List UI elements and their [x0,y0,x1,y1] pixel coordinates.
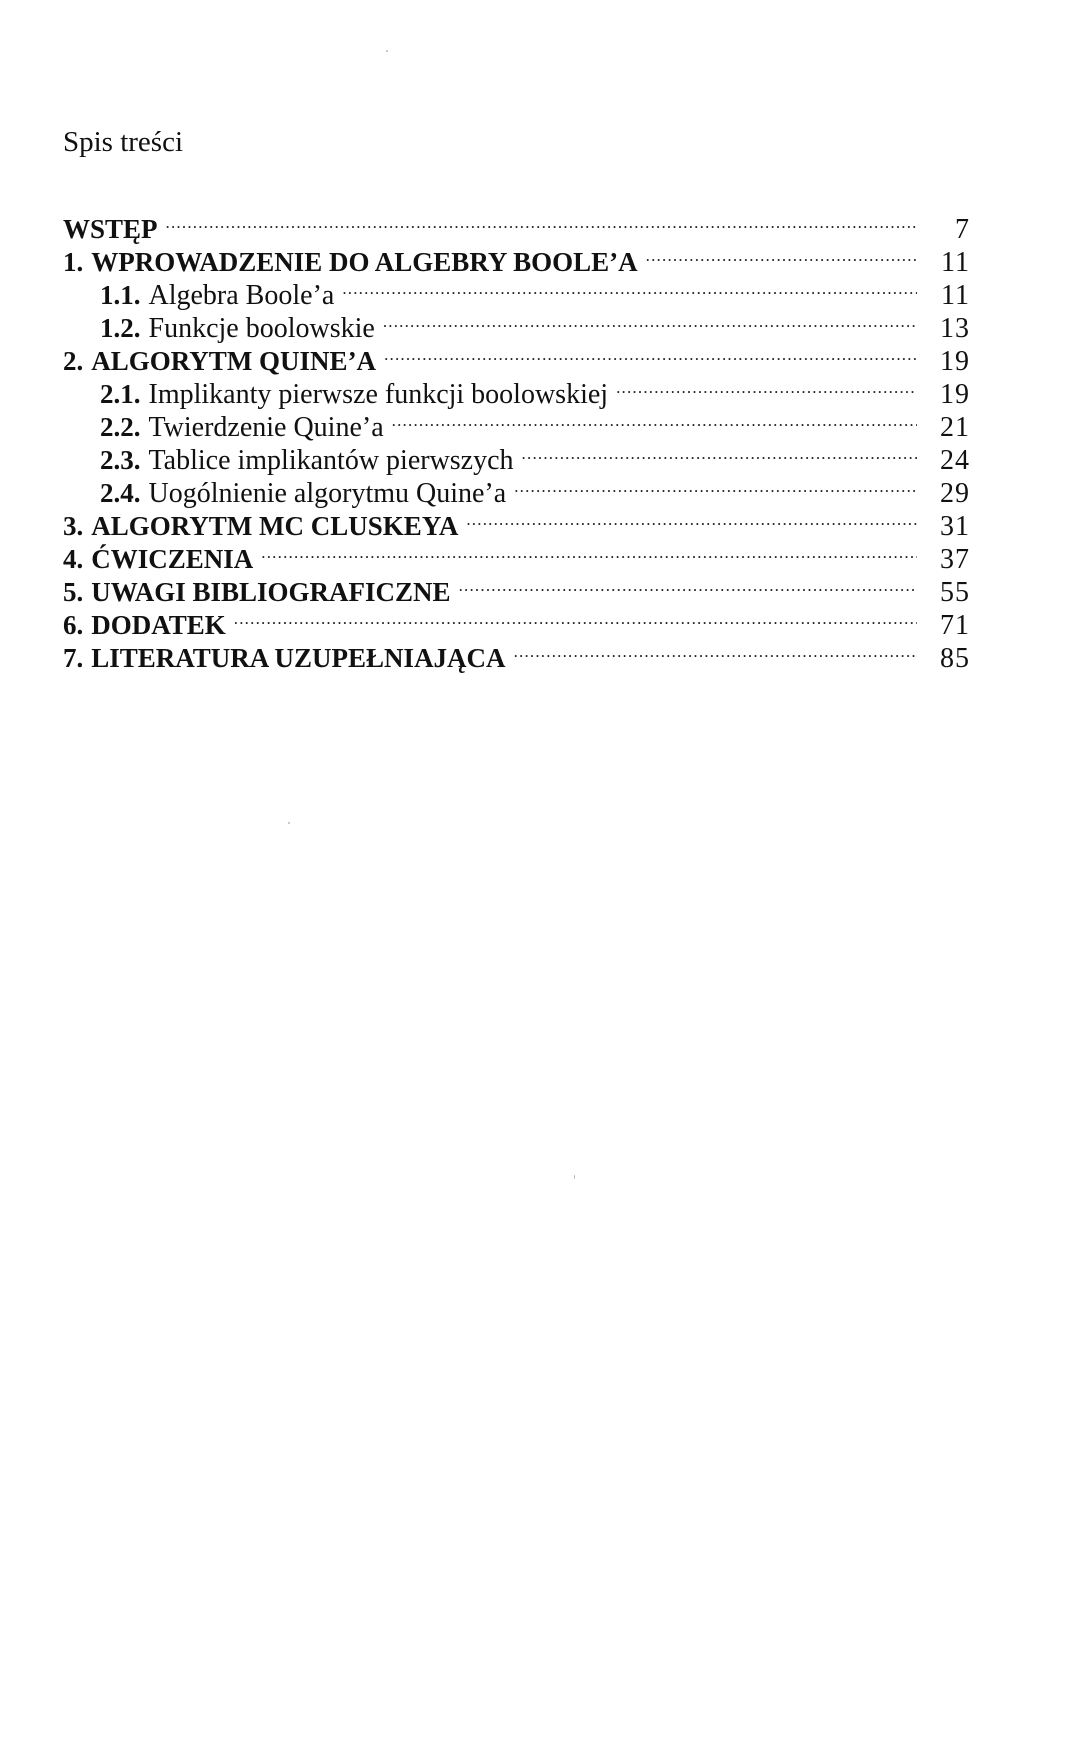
toc-entry-number: 2.1. [100,379,141,409]
toc-entry-label: Funkcje boolowskie [148,313,375,344]
scan-speck [386,50,388,52]
table-of-contents [63,205,970,674]
toc-entry-page: 31 [940,511,970,542]
dot-leader [166,205,917,238]
toc-entry-page: 55 [940,577,970,608]
toc-entry-number: 2.4. [100,478,141,508]
toc-entry-label: Twierdzenie Quine’a [148,412,384,443]
toc-entry-label: Algebra Boole’a [148,280,335,311]
toc-entry-number: 1.2. [100,313,141,343]
toc-entry-label: LITERATURA UZUPEŁNIAJĄCA [91,643,506,673]
page-title: Spis treści [63,126,184,158]
toc-entry-label: ALGORYTM MC CLUSKEYA [91,511,459,541]
dot-leader [522,436,917,469]
toc-entry-label: Uogólnienie algorytmu Quine’a [148,478,507,509]
dot-leader [342,271,917,304]
toc-entry-number: 5. [63,577,84,607]
scan-speck [574,1175,575,1179]
toc-entry-page: 19 [940,379,970,410]
toc-entry-page: 37 [940,544,970,575]
toc-entry-label: DODATEK [91,610,226,640]
toc-entry-page: 21 [940,412,970,443]
toc-entry-label: UWAGI BIBLIOGRAFICZNE [91,577,451,607]
toc-entry-number: 2.3. [100,445,141,475]
toc-entry-page: 24 [940,445,970,476]
dot-leader [466,502,917,535]
toc-entry-number: 1.1. [100,280,141,310]
toc-entry-number: 7. [63,643,84,673]
toc-entry [63,205,970,245]
toc-entry-number: 1. [63,247,84,277]
toc-entry-page: 11 [941,280,970,311]
toc-entry-number: 2.2. [100,412,141,442]
toc-entry-number: 2. [63,346,84,376]
dot-leader [514,634,917,667]
dot-leader [261,535,917,568]
dot-leader [383,304,917,337]
toc-entry-number: 4. [63,544,84,574]
scan-speck [288,822,290,824]
dot-leader [646,238,917,271]
toc-entry-label: ALGORYTM QUINE’A [91,346,377,376]
toc-entry-page: 85 [940,643,970,674]
toc-entry-label: Implikanty pierwsze funkcji boolowskiej [148,379,609,410]
toc-entry-label: WSTĘP [63,214,158,244]
dot-leader [616,370,917,403]
dot-leader [234,601,917,634]
toc-entry [63,238,970,278]
toc-entry-page: 7 [955,214,970,245]
dot-leader [514,469,917,502]
dot-leader [459,568,917,601]
toc-entry-page: 71 [940,610,970,641]
toc-entry-page: 13 [940,313,970,344]
toc-entry-number: 6. [63,610,84,640]
toc-entry-label: WPROWADZENIE DO ALGEBRY BOOLE’A [91,247,638,277]
dot-leader [384,337,917,370]
toc-entry-page: 11 [941,247,970,278]
toc-entry-page: 19 [940,346,970,377]
dot-leader [392,403,917,436]
toc-entry-number: 3. [63,511,84,541]
toc-entry-page: 29 [940,478,970,509]
toc-entry-label: Tablice implikantów pierwszych [148,445,514,476]
toc-entry-label: ĆWICZENIA [91,544,254,574]
